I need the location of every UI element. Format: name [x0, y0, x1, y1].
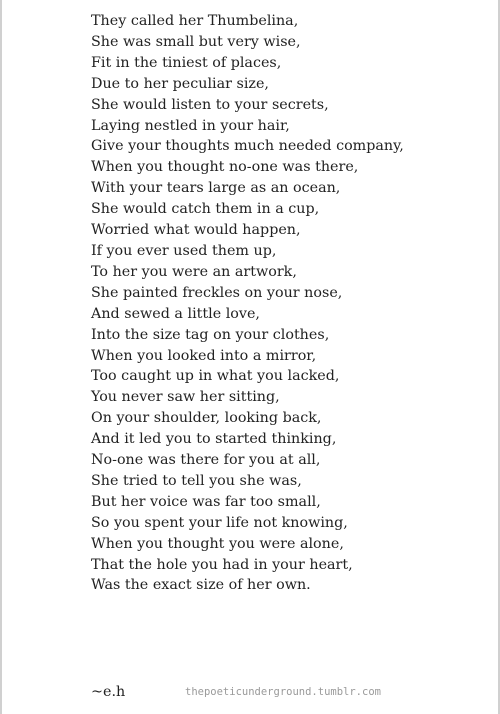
poem-line: Into the size tag on your clothes, — [91, 326, 330, 343]
poem-line: To her you were an artwork, — [91, 263, 297, 280]
author-signature: ~e.h — [91, 684, 126, 700]
poem-line: Too caught up in what you lacked, — [91, 368, 340, 385]
poem-line: Fit in the tiniest of places, — [91, 54, 282, 71]
poem-line: Laying nestled in your hair, — [91, 117, 290, 134]
poem-line: But her voice was far too small, — [91, 493, 321, 510]
poem-line: She would listen to your secrets, — [91, 96, 329, 113]
poem-line: On your shoulder, looking back, — [91, 410, 322, 427]
poem-line: So you spent your life not knowing, — [91, 514, 348, 531]
poem-body — [91, 11, 404, 596]
poem-line: No-one was there for you at all, — [91, 452, 321, 469]
poem-line: That the hole you had in your heart, — [91, 556, 353, 573]
poem-line: Was the exact size of her own. — [91, 577, 311, 594]
poem-line: Worried what would happen, — [91, 222, 301, 239]
poem-line: When you thought no-one was there, — [91, 159, 359, 176]
poem-line: She painted freckles on your nose, — [91, 284, 343, 301]
poem-line: And it led you to started thinking, — [91, 431, 337, 448]
poem-line: She was small but very wise, — [91, 33, 301, 50]
poem-line: She tried to tell you she was, — [91, 472, 302, 489]
poem-line: When you looked into a mirror, — [91, 347, 317, 364]
poem-line: When you thought you were alone, — [91, 535, 344, 552]
poem-line: Give your thoughts much needed company, — [91, 138, 404, 155]
poem-line: Due to her peculiar size, — [91, 75, 269, 92]
poem-line: They called her Thumbelina, — [91, 13, 299, 29]
poem-line: With your tears large as an ocean, — [91, 180, 341, 197]
poem-line: If you ever used them up, — [91, 242, 277, 259]
poem-line: She would catch them in a cup, — [91, 201, 320, 218]
poem-line: And sewed a little love, — [91, 305, 260, 322]
poem-line: You never saw her sitting, — [91, 389, 280, 406]
source-watermark: thepoeticunderground.tumblr.com — [185, 686, 381, 698]
